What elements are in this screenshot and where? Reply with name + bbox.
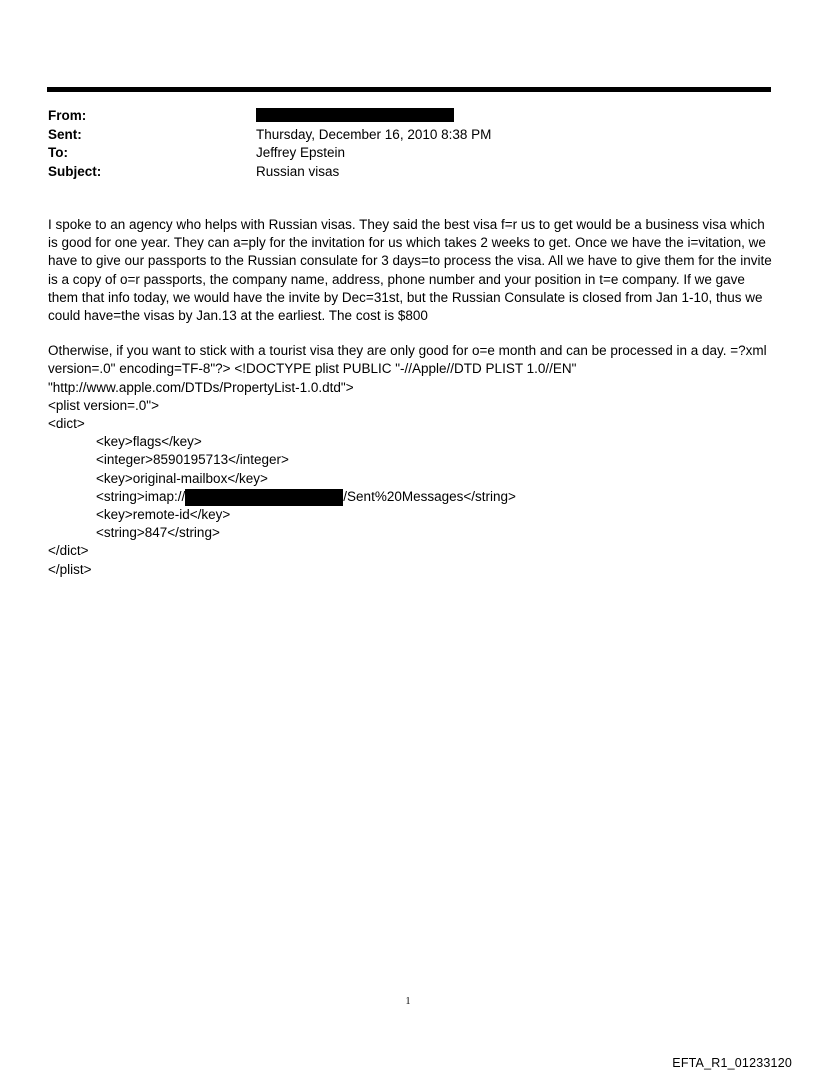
email-body — [48, 216, 778, 579]
imap-suffix: /Sent%20Messages</string> — [343, 488, 516, 504]
key-remote-line: <key>remote-id</key> — [96, 507, 231, 523]
dict-open-line: <dict> — [48, 416, 85, 432]
plist-close-line: </plist> — [48, 561, 92, 577]
page-number: 1 — [405, 996, 411, 1007]
to-value: Jeffrey Epstein — [256, 145, 346, 160]
sent-label: Sent: — [48, 126, 82, 142]
plist-open-line: <plist version=.0"> — [48, 397, 159, 413]
sent-row — [48, 126, 491, 145]
email-header — [48, 107, 491, 181]
key-mailbox-line: <key>original-mailbox</key> — [96, 470, 268, 486]
top-rule — [47, 87, 771, 92]
imap-prefix: <string>imap:// — [96, 488, 186, 504]
document-id: EFTA_R1_01233120 — [672, 1056, 792, 1070]
subject-label: Subject: — [48, 163, 102, 179]
string-imap-line — [48, 488, 778, 506]
subject-value: Russian visas — [256, 163, 340, 179]
redaction-box — [185, 489, 343, 506]
subject-row — [48, 163, 491, 182]
from-row — [48, 107, 491, 126]
body-paragraph-1: I spoke to an agency who helps with Russian visas. They said the best visa f=r us to get would be a business visa which is good for one year. They can a=ply for the invitation for us which takes 2 weeks to get. Once we have the i=vitation, we have to give our passports to the Russian consulate for 3 days=to process the visa. All we have to give them for the invite is a copy of o=r passports, the company name, address, phone number and your position in t=e company. If we gave them that info today, we would have the invite by Dec=31st, but the Russian Consulate is closed from Jan 1-10, thus we could have=the visas by Jan.13 at the earliest. The cost is $800 — [48, 217, 772, 324]
to-label: To: — [48, 145, 68, 160]
key-flags-line: <key>flags</key> — [96, 434, 202, 450]
to-row — [48, 144, 491, 163]
sent-value: Thursday, December 16, 2010 8:38 PM — [256, 126, 492, 142]
redaction-box — [256, 108, 454, 122]
from-label: From: — [48, 108, 87, 123]
from-value-redacted — [256, 107, 454, 126]
dict-close-line: </dict> — [48, 543, 89, 559]
string-remote-line: <string>847</string> — [96, 525, 220, 541]
body-paragraph-2: Otherwise, if you want to stick with a tourist visa they are only good for o=e month and can be processed in a day. =?xml version=.0" encoding=TF-8"?> <!DOCTYPE plist PUBLIC "-//Apple//DTD PLIST 1.0//EN" "http://www.apple.com/DTDs/PropertyList-1.0.dtd"> — [48, 343, 767, 395]
integer-line: <integer>8590195713</integer> — [96, 452, 289, 468]
